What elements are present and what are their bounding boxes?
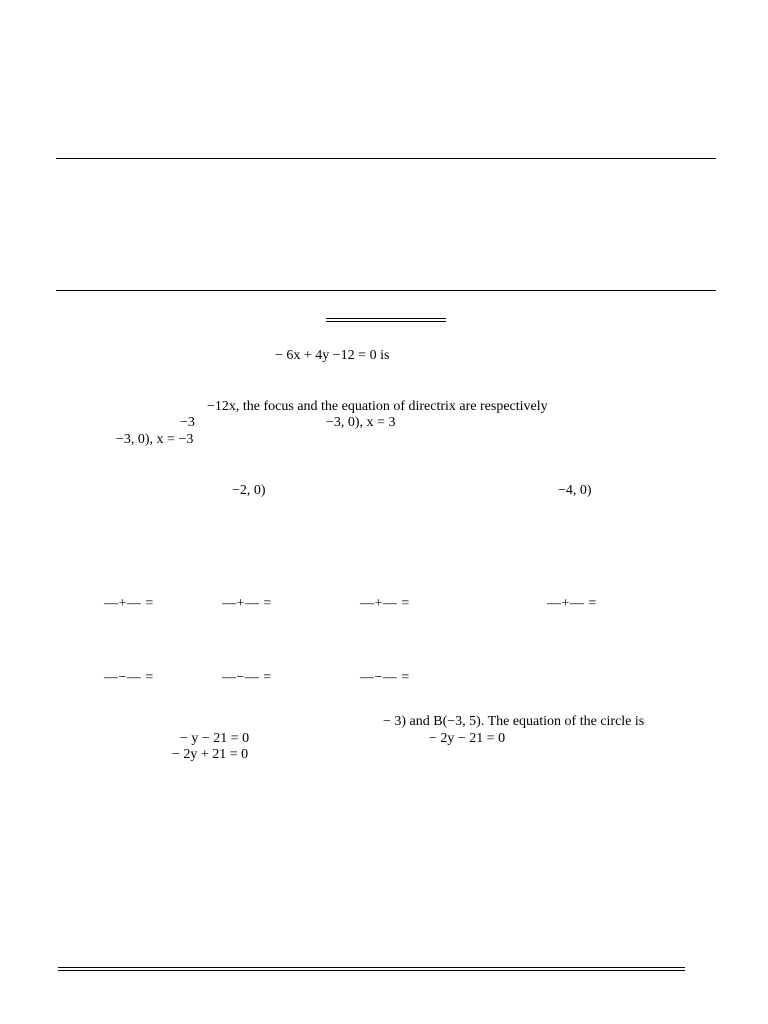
q3-option-a: −2, 0) (232, 483, 266, 498)
q5-option-b: − 2y − 21 = 0 (429, 731, 506, 746)
q4-plus-option-2: —+— = (222, 596, 272, 611)
q4-minus-option-1: —−— = (104, 670, 154, 685)
section-divider (56, 290, 716, 291)
q4-minus-option-2: —−— = (222, 670, 272, 685)
q1-text: − 6x + 4y −12 = 0 is (275, 348, 390, 363)
q4-plus-option-3: —+— = (360, 596, 410, 611)
q5-option-a: − y − 21 = 0 (180, 731, 250, 746)
q5-text: − 3) and B(−3, 5). The equation of the circle is (383, 714, 645, 729)
footer-rule (58, 967, 685, 971)
q2-option-a: −3 (180, 415, 195, 430)
q4-minus-option-3: —−— = (360, 670, 410, 685)
q3-option-b: −4, 0) (558, 483, 592, 498)
q4-plus-option-1: —+— = (104, 596, 154, 611)
q2-option-b: −3, 0), x = 3 (326, 415, 396, 430)
top-divider (56, 158, 716, 159)
section-title-rule (326, 318, 446, 322)
q4-plus-option-4: —+— = (547, 596, 597, 611)
q2-option-c: −3, 0), x = −3 (116, 432, 194, 447)
q2-text: −12x, the focus and the equation of directrix are respectively (207, 399, 548, 414)
q5-option-c: − 2y + 21 = 0 (172, 747, 249, 762)
